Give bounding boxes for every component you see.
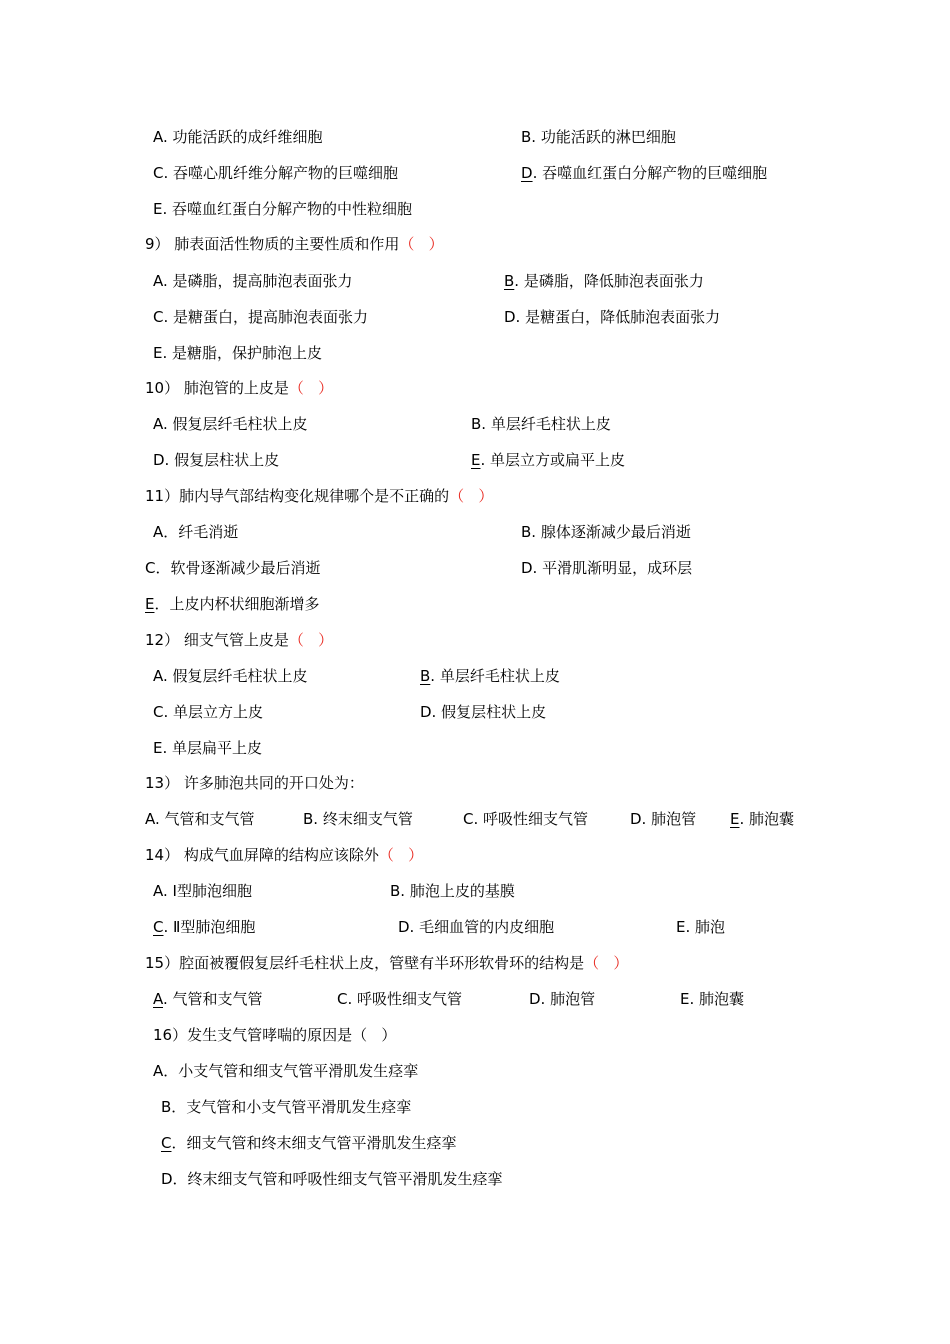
- answer-letter: A: [153, 990, 163, 1008]
- q8-option-e: E. 吞噬血红蛋白分解产物的中性粒细胞: [153, 200, 413, 218]
- q13-option-c: C. 呼吸性细支气管: [463, 810, 589, 828]
- answer-letter: D: [521, 164, 533, 182]
- q8-option-b: B. 功能活跃的淋巴细胞: [521, 128, 676, 146]
- q14-option-e: E. 肺泡: [676, 918, 726, 936]
- q10-stem: 10） 肺泡管的上皮是（ ）: [145, 379, 334, 397]
- q12-stem: 12） 细支气管上皮是（ ）: [145, 631, 334, 649]
- q16-option-c: C．细支气管和终末细支气管平滑肌发生痉挛: [161, 1134, 457, 1152]
- answer-letter: B: [420, 667, 431, 685]
- q8-option-c: C. 吞噬心肌纤维分解产物的巨噬细胞: [153, 164, 399, 182]
- q15-option-c: C. 呼吸性细支气管: [337, 990, 463, 1008]
- q9-option-e: E. 是糖脂，保护肺泡上皮: [153, 344, 323, 362]
- q11-option-c: C．软骨逐渐减少最后消逝: [145, 559, 321, 577]
- q13-option-b: B. 终末细支气管: [303, 810, 413, 828]
- q13-stem: 13） 许多肺泡共同的开口处为：: [145, 774, 364, 792]
- q13-option-d: D. 肺泡管: [630, 810, 697, 828]
- q11-option-d: D. 平滑肌渐明显，成环层: [521, 559, 693, 577]
- q16-stem: 16）发生支气管哮喘的原因是（ ）: [153, 1026, 397, 1044]
- q9-option-c: C. 是糖蛋白，提高肺泡表面张力: [153, 308, 369, 326]
- answer-parentheses: （ ）: [399, 235, 444, 253]
- q11-option-b: B. 腺体逐渐减少最后消逝: [521, 523, 691, 541]
- q16-option-a: A．小支气管和细支气管平滑肌发生痉挛: [153, 1062, 419, 1080]
- q14-option-a: A. Ⅰ型肺泡细胞: [153, 882, 252, 900]
- answer-letter: E: [730, 810, 740, 828]
- q9-option-a: A. 是磷脂，提高肺泡表面张力: [153, 272, 353, 290]
- q14-option-d: D. 毛细血管的内皮细胞: [398, 918, 555, 936]
- answer-parentheses: （ ）: [288, 379, 334, 397]
- q12-option-d: D. 假复层柱状上皮: [420, 703, 547, 721]
- q15-option-e: E. 肺泡囊: [680, 990, 745, 1008]
- q9-stem: 9） 肺表面活性物质的主要性质和作用（ ）: [145, 235, 444, 253]
- q10-option-d: D. 假复层柱状上皮: [153, 451, 280, 469]
- answer-letter: E: [145, 595, 155, 613]
- q14-stem: 14） 构成气血屏障的结构应该除外（ ）: [145, 846, 424, 864]
- q16-option-d: D．终末细支气管和呼吸性细支气管平滑肌发生痉挛: [161, 1170, 503, 1188]
- q12-option-c: C. 单层立方上皮: [153, 703, 264, 721]
- q13-option-a: A. 气管和支气管: [145, 810, 255, 828]
- q10-option-a: A. 假复层纤毛柱状上皮: [153, 415, 308, 433]
- q15-option-d: D. 肺泡管: [529, 990, 596, 1008]
- q12-option-a: A. 假复层纤毛柱状上皮: [153, 667, 308, 685]
- answer-parentheses: （ ）: [288, 631, 334, 649]
- q14-option-c: C. Ⅱ型肺泡细胞: [153, 918, 256, 936]
- q9-option-b: B. 是磷脂，降低肺泡表面张力: [504, 272, 704, 290]
- answer-letter: B: [504, 272, 515, 290]
- q12-option-e: E. 单层扁平上皮: [153, 739, 263, 757]
- q14-option-b: B. 肺泡上皮的基膜: [390, 882, 515, 900]
- answer-parentheses: （ ）: [584, 954, 629, 972]
- q10-option-e: E. 单层立方或扁平上皮: [471, 451, 626, 469]
- answer-parentheses: （ ）: [378, 846, 424, 864]
- q15-stem: 15）腔面被覆假复层纤毛柱状上皮，管壁有半环形软骨环的结构是（ ）: [145, 954, 629, 972]
- answer-letter: E: [471, 451, 481, 469]
- answer-letter: C: [161, 1134, 172, 1152]
- q8-option-d: D. 吞噬血红蛋白分解产物的巨噬细胞: [521, 164, 768, 182]
- q13-option-e: E. 肺泡囊: [730, 810, 795, 828]
- q12-option-b: B. 单层纤毛柱状上皮: [420, 667, 560, 685]
- q9-option-d: D. 是糖蛋白，降低肺泡表面张力: [504, 308, 721, 326]
- answer-parentheses: （ ）: [449, 487, 494, 505]
- q8-option-a: A. 功能活跃的成纤维细胞: [153, 128, 323, 146]
- q11-stem: 11）肺内导气部结构变化规律哪个是不正确的（ ）: [145, 487, 494, 505]
- q11-option-e: E．上皮内杯状细胞渐增多: [145, 595, 320, 613]
- q15-option-a: A. 气管和支气管: [153, 990, 263, 1008]
- q10-option-b: B. 单层纤毛柱状上皮: [471, 415, 611, 433]
- q16-option-b: B．支气管和小支气管平滑肌发生痉挛: [161, 1098, 412, 1116]
- q11-option-a: A．纤毛消逝: [153, 523, 239, 541]
- answer-letter: C: [153, 918, 164, 936]
